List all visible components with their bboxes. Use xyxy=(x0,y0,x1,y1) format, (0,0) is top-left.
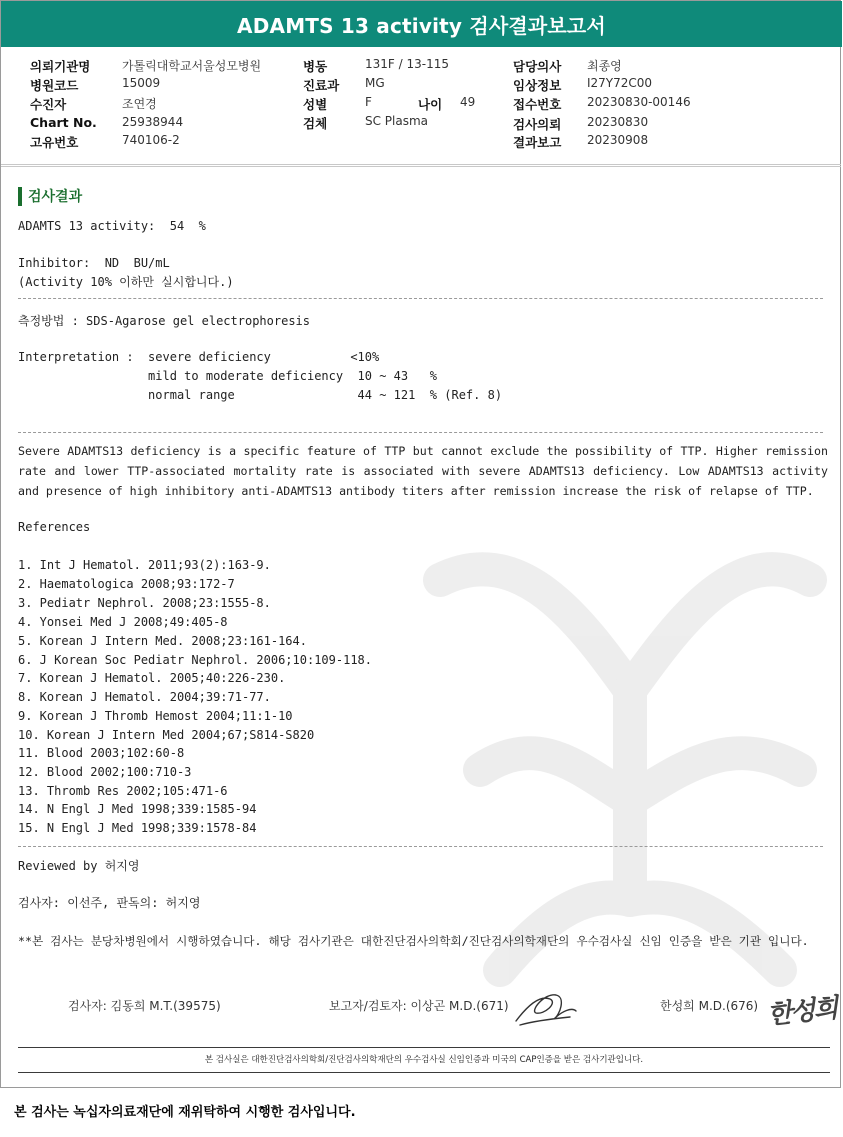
reference-item: 8. Korean J Hematol. 2004;39:71-77. xyxy=(18,690,271,704)
reference-item: 1. Int J Hematol. 2011;93(2):163-9. xyxy=(18,558,271,572)
info-label: 검사의뢰 xyxy=(513,117,562,132)
results-section-title: 검사결과 xyxy=(28,189,83,205)
examiners-text: 검사자: 이선주, 판독의: 허지영 xyxy=(18,896,201,910)
info-label: 병동 xyxy=(303,59,328,74)
info-label: 검체 xyxy=(303,116,328,131)
reference-item: 14. N Engl J Med 1998;339:1585-94 xyxy=(18,802,257,816)
inhibitor-result: Inhibitor: ND BU/mL xyxy=(18,256,170,270)
reference-item: 6. J Korean Soc Pediatr Nephrol. 2006;10:109-118. xyxy=(18,653,373,667)
reference-item: 9. Korean J Thromb Hemost 2004;11:1-10 xyxy=(18,709,293,723)
info-label: 수진자 xyxy=(30,97,67,112)
info-value: 조연경 xyxy=(122,97,157,111)
interpretation-paragraph: Severe ADAMTS13 deficiency is a specific feature of TTP but cannot exclude the possibility of TTP. Higher remission rate and lower TTP-associated mortality rate is associated with severe ADAMTS13 deficiency. Low ADAMTS13 activity and presence of high inhibitory anti-ADAMTS13 antibody titers after remission increase the risk of relapse of TTP. xyxy=(18,444,828,498)
info-value: F xyxy=(365,95,372,109)
reference-item: 7. Korean J Hematol. 2005;40:226-230. xyxy=(18,671,286,685)
info-value: 가톨릭대학교서울성모병원 xyxy=(122,59,262,73)
outsource-note: 본 검사는 녹십자의료재단에 재위탁하여 시행한 검사입니다. xyxy=(14,1105,356,1120)
doctor-signature-line: 한성희 M.D.(676) xyxy=(660,999,759,1013)
divider xyxy=(18,432,823,433)
divider xyxy=(18,846,823,847)
patient-info-block xyxy=(1,48,841,167)
doctor-signature-stamp: 한성희 xyxy=(765,993,838,1031)
info-value: 15009 xyxy=(122,76,161,90)
inhibitor-note: (Activity 10% 이하만 실시합니다.) xyxy=(18,275,234,289)
info-label: Chart No. xyxy=(30,115,97,130)
references-title: References xyxy=(18,520,91,534)
reporter-signature-line: 보고자/검토자: 이상곤 M.D.(671) xyxy=(329,999,509,1013)
lab-notice: **본 검사는 분당차병원에서 시행하였습니다. 해당 검사기관은 대한진단검사의학회/진단검사의학재단의 우수검사실 신임 인증을 받은 기관 입니다. xyxy=(18,934,809,948)
info-value: MG xyxy=(365,76,385,90)
info-label: 결과보고 xyxy=(513,135,562,150)
method-text: 측정방법 : SDS-Agarose gel electrophoresis xyxy=(18,314,311,328)
reference-item: 11. Blood 2003;102:60-8 xyxy=(18,746,185,760)
reporter-signature-icon xyxy=(510,985,580,1031)
age-value: 49 xyxy=(460,95,476,109)
tester-signature-line: 검사자: 김동희 M.T.(39575) xyxy=(68,999,221,1013)
info-label: 성별 xyxy=(303,97,328,112)
info-value: 25938944 xyxy=(122,115,184,129)
activity-result: ADAMTS 13 activity: 54 % xyxy=(18,219,206,233)
info-label: 병원코드 xyxy=(30,78,79,93)
interpretation-line: normal range 44 ~ 121 % (Ref. 8) xyxy=(18,388,503,402)
info-value: SC Plasma xyxy=(365,114,429,128)
reference-item: 4. Yonsei Med J 2008;49:405-8 xyxy=(18,615,228,629)
reference-item: 12. Blood 2002;100:710-3 xyxy=(18,765,192,779)
reference-item: 13. Thromb Res 2002;105:471-6 xyxy=(18,784,228,798)
reference-item: 3. Pediatr Nephrol. 2008;23:1555-8. xyxy=(18,596,271,610)
info-value: I27Y72C00 xyxy=(587,76,653,90)
info-label: 고유번호 xyxy=(30,135,79,150)
reference-item: 2. Haematologica 2008;93:172-7 xyxy=(18,577,235,591)
section-bar xyxy=(18,187,22,206)
info-value: 740106-2 xyxy=(122,133,180,147)
reviewed-by: Reviewed by 허지영 xyxy=(18,859,140,873)
certification-footer: 본 검사실은 대한진단검사의학회/진단검사의학재단의 우수검사실 신임인증과 미국의 CAP인증을 받은 검사기관입니다. xyxy=(18,1047,830,1073)
info-label: 임상정보 xyxy=(513,78,562,93)
info-label: 접수번호 xyxy=(513,97,562,112)
report-title: ADAMTS 13 activity 검사결과보고서 xyxy=(1,1,842,47)
info-value: 20230830 xyxy=(587,115,649,129)
info-label: 진료과 xyxy=(303,78,340,93)
info-value: 최종영 xyxy=(587,59,622,73)
reference-item: 15. N Engl J Med 1998;339:1578-84 xyxy=(18,821,257,835)
interpretation-line: mild to moderate deficiency 10 ~ 43 % xyxy=(18,369,438,383)
info-value: 20230830-00146 xyxy=(587,95,691,109)
interpretation-line: Interpretation : severe deficiency <10% xyxy=(18,350,380,364)
info-label: 의뢰기관명 xyxy=(30,59,91,74)
reference-item: 5. Korean J Intern Med. 2008;23:161-164. xyxy=(18,634,307,648)
info-value: 131F / 13-115 xyxy=(365,57,449,71)
reference-item: 10. Korean J Intern Med 2004;67;S814-S820 xyxy=(18,728,315,742)
info-label: 담당의사 xyxy=(513,59,562,74)
age-label: 나이 xyxy=(418,97,443,112)
divider xyxy=(18,298,823,299)
info-value: 20230908 xyxy=(587,133,649,147)
